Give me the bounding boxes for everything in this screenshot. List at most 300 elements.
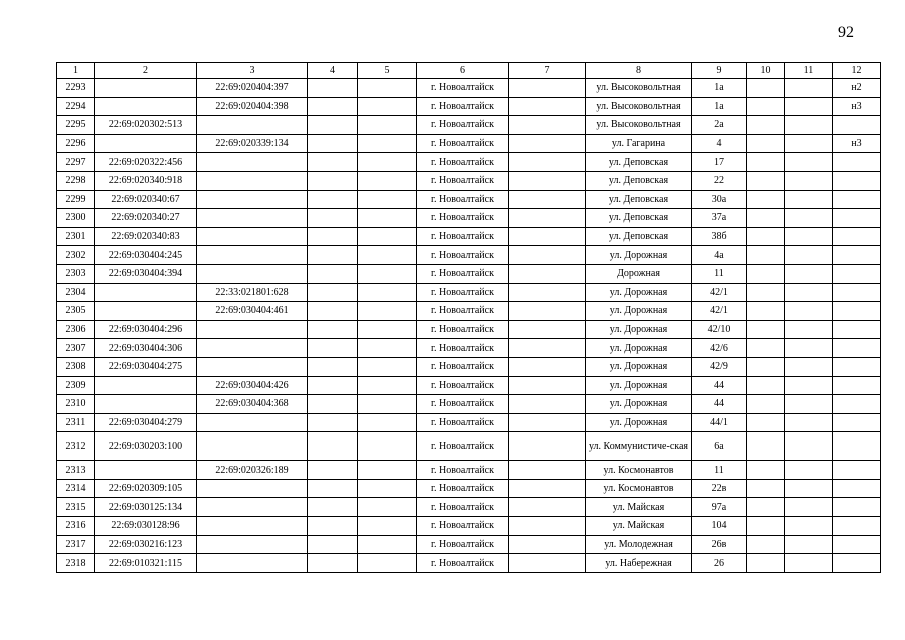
table-row [57, 97, 881, 116]
table-cell [785, 190, 833, 209]
table-cell [747, 376, 785, 395]
table-cell [747, 432, 785, 461]
table-row [57, 339, 881, 358]
table-cell [197, 227, 308, 246]
table-cell: г. Новоалтайск [417, 432, 509, 461]
table-cell [747, 479, 785, 498]
table-cell [358, 116, 417, 135]
table-cell [95, 376, 197, 395]
table-cell [197, 413, 308, 432]
table-cell [833, 357, 881, 376]
table-cell [358, 517, 417, 536]
table-cell [747, 209, 785, 228]
table-cell [308, 517, 358, 536]
table-cell [785, 413, 833, 432]
table-cell: 22:69:030404:296 [95, 320, 197, 339]
table-cell: 2296 [57, 134, 95, 153]
table-cell [197, 171, 308, 190]
table-cell: 22:69:030404:275 [95, 357, 197, 376]
table-cell [308, 498, 358, 517]
table-cell [747, 357, 785, 376]
table-cell [308, 413, 358, 432]
table-cell: 44/1 [692, 413, 747, 432]
table-cell: 22:69:010321:115 [95, 554, 197, 573]
table-cell: ул. Коммунистиче-ская [586, 432, 692, 461]
table-cell: г. Новоалтайск [417, 97, 509, 116]
table-cell [833, 376, 881, 395]
table-cell [747, 97, 785, 116]
table-cell [358, 479, 417, 498]
table-cell: г. Новоалтайск [417, 320, 509, 339]
table-cell [358, 209, 417, 228]
table-cell: 4а [692, 246, 747, 265]
table-cell: 22:69:020404:398 [197, 97, 308, 116]
table-cell: 22:69:030203:100 [95, 432, 197, 461]
table-cell: 22:69:020404:397 [197, 79, 308, 98]
table-cell: ул. Майская [586, 517, 692, 536]
table-cell [197, 498, 308, 517]
table-cell [358, 461, 417, 480]
column-header: 10 [747, 63, 785, 79]
table-cell: 26в [692, 535, 747, 554]
table-row [57, 153, 881, 172]
table-cell [833, 264, 881, 283]
table-cell: 22:69:020340:27 [95, 209, 197, 228]
table-row [57, 190, 881, 209]
table-cell: г. Новоалтайск [417, 283, 509, 302]
table-cell: 22:69:030404:461 [197, 302, 308, 321]
table-cell [785, 283, 833, 302]
table-cell: г. Новоалтайск [417, 227, 509, 246]
table-cell: ул. Дорожная [586, 320, 692, 339]
table-row [57, 395, 881, 414]
table-cell: 104 [692, 517, 747, 536]
table-cell: 42/6 [692, 339, 747, 358]
table-cell [358, 97, 417, 116]
table-cell: 1а [692, 97, 747, 116]
table-cell: 22:69:030404:245 [95, 246, 197, 265]
table-cell [785, 209, 833, 228]
table-cell [833, 461, 881, 480]
table-row [57, 227, 881, 246]
table-cell [308, 116, 358, 135]
table-cell: 2316 [57, 517, 95, 536]
table-cell [197, 320, 308, 339]
table-cell: 22:69:020326:189 [197, 461, 308, 480]
table-cell [197, 535, 308, 554]
table-cell [95, 283, 197, 302]
table-cell [747, 554, 785, 573]
column-header: 11 [785, 63, 833, 79]
table-cell: ул. Деповская [586, 209, 692, 228]
table-cell: г. Новоалтайск [417, 498, 509, 517]
table-cell [358, 264, 417, 283]
table-cell: 22:69:020309:105 [95, 479, 197, 498]
table-cell: ул. Дорожная [586, 357, 692, 376]
table-cell [785, 246, 833, 265]
table-cell: 22в [692, 479, 747, 498]
table-cell: г. Новоалтайск [417, 209, 509, 228]
table-cell: 22:69:020322:456 [95, 153, 197, 172]
table-cell [833, 413, 881, 432]
table-cell [95, 134, 197, 153]
table-cell: ул. Дорожная [586, 413, 692, 432]
table-cell [95, 302, 197, 321]
column-header: 6 [417, 63, 509, 79]
table-cell [308, 209, 358, 228]
table-cell [509, 461, 586, 480]
table-cell [358, 302, 417, 321]
table-cell: 11 [692, 461, 747, 480]
table-cell: 38б [692, 227, 747, 246]
table-cell [197, 554, 308, 573]
table-cell [833, 535, 881, 554]
column-header: 9 [692, 63, 747, 79]
table-cell: 97а [692, 498, 747, 517]
table-cell: ул. Деповская [586, 153, 692, 172]
table-cell: 2307 [57, 339, 95, 358]
table-cell: г. Новоалтайск [417, 479, 509, 498]
table-cell: г. Новоалтайск [417, 153, 509, 172]
table-row [57, 376, 881, 395]
table-cell [358, 413, 417, 432]
table-cell [785, 97, 833, 116]
table-row [57, 209, 881, 228]
table-cell: ул. Деповская [586, 171, 692, 190]
table-cell [509, 432, 586, 461]
table-cell: 37а [692, 209, 747, 228]
table-cell: 2304 [57, 283, 95, 302]
table-cell [197, 264, 308, 283]
table-cell [747, 116, 785, 135]
table-cell: 2305 [57, 302, 95, 321]
table-cell [308, 535, 358, 554]
table-cell: г. Новоалтайск [417, 535, 509, 554]
table-cell: г. Новоалтайск [417, 302, 509, 321]
table-cell [308, 190, 358, 209]
table-row [57, 535, 881, 554]
table-cell: 2314 [57, 479, 95, 498]
table-cell [509, 395, 586, 414]
table-cell: 2301 [57, 227, 95, 246]
table-cell: 42/9 [692, 357, 747, 376]
table-cell: г. Новоалтайск [417, 134, 509, 153]
table-cell: 4 [692, 134, 747, 153]
table-cell [509, 498, 586, 517]
table-cell: 44 [692, 376, 747, 395]
table-cell [197, 339, 308, 358]
table-cell [747, 134, 785, 153]
table-cell: ул. Высоковольтная [586, 97, 692, 116]
table-cell [197, 432, 308, 461]
table-cell [509, 479, 586, 498]
table-cell [509, 320, 586, 339]
table-cell [785, 479, 833, 498]
table-cell [197, 153, 308, 172]
table-cell [308, 153, 358, 172]
table-cell [358, 320, 417, 339]
table-cell [308, 246, 358, 265]
table-cell [785, 554, 833, 573]
table-cell [833, 517, 881, 536]
table-cell [197, 190, 308, 209]
table-cell [833, 227, 881, 246]
table-cell [785, 320, 833, 339]
table-cell: 22:69:030404:279 [95, 413, 197, 432]
table-cell: 2297 [57, 153, 95, 172]
table-cell [785, 339, 833, 358]
table-cell [308, 554, 358, 573]
table-cell [509, 339, 586, 358]
table-cell: н3 [833, 97, 881, 116]
table-cell [509, 134, 586, 153]
table-cell [833, 320, 881, 339]
table-row [57, 171, 881, 190]
table-cell: г. Новоалтайск [417, 264, 509, 283]
table-cell [785, 171, 833, 190]
table-cell: г. Новоалтайск [417, 461, 509, 480]
table-cell [358, 283, 417, 302]
table-cell [509, 79, 586, 98]
table-cell [509, 171, 586, 190]
table-row [57, 554, 881, 573]
column-header: 4 [308, 63, 358, 79]
table-cell [785, 357, 833, 376]
table-cell: 2315 [57, 498, 95, 517]
table-cell [358, 190, 417, 209]
table-cell [833, 153, 881, 172]
table-cell: 2300 [57, 209, 95, 228]
table-cell: 2313 [57, 461, 95, 480]
table-cell: ул. Дорожная [586, 376, 692, 395]
table-cell [785, 264, 833, 283]
table-cell [509, 209, 586, 228]
table-cell [509, 116, 586, 135]
column-header: 2 [95, 63, 197, 79]
table-cell [308, 171, 358, 190]
table-cell [358, 153, 417, 172]
table-cell: ул. Космонавтов [586, 479, 692, 498]
table-cell: 22:69:030404:426 [197, 376, 308, 395]
table-cell: 2310 [57, 395, 95, 414]
table-row [57, 320, 881, 339]
table-cell: 1а [692, 79, 747, 98]
column-header: 7 [509, 63, 586, 79]
table-cell: г. Новоалтайск [417, 116, 509, 135]
table-cell [308, 283, 358, 302]
table-cell: 6а [692, 432, 747, 461]
table-cell: 2295 [57, 116, 95, 135]
table-cell [509, 153, 586, 172]
table-cell [747, 264, 785, 283]
table-cell [747, 339, 785, 358]
table-cell [833, 116, 881, 135]
table-cell [308, 264, 358, 283]
table-cell [308, 97, 358, 116]
table-cell [358, 171, 417, 190]
table-cell [747, 171, 785, 190]
table-cell: н3 [833, 134, 881, 153]
table-cell: 22:33:021801:628 [197, 283, 308, 302]
table-cell: 22:69:030128:96 [95, 517, 197, 536]
table-cell [308, 479, 358, 498]
header-row [57, 63, 881, 79]
table-cell: г. Новоалтайск [417, 517, 509, 536]
table-cell: 2306 [57, 320, 95, 339]
column-header: 3 [197, 63, 308, 79]
table-cell [747, 190, 785, 209]
table-row [57, 116, 881, 135]
table-cell [833, 190, 881, 209]
table-cell: г. Новоалтайск [417, 339, 509, 358]
column-header: 1 [57, 63, 95, 79]
table-cell: 22:69:020302:513 [95, 116, 197, 135]
table-cell [197, 116, 308, 135]
table-cell [785, 535, 833, 554]
table-cell: 42/10 [692, 320, 747, 339]
table-row [57, 302, 881, 321]
table-cell [308, 395, 358, 414]
table-cell [358, 227, 417, 246]
table-cell [785, 376, 833, 395]
table-cell: 2318 [57, 554, 95, 573]
table-cell: ул. Высоковольтная [586, 79, 692, 98]
table-cell: 22:69:020340:83 [95, 227, 197, 246]
table-cell [747, 79, 785, 98]
table-cell [833, 283, 881, 302]
table-cell: 2299 [57, 190, 95, 209]
table-cell [308, 134, 358, 153]
table-cell: ул. Дорожная [586, 246, 692, 265]
table-cell [358, 79, 417, 98]
column-header: 5 [358, 63, 417, 79]
table-cell: 42/1 [692, 283, 747, 302]
table-cell: ул. Дорожная [586, 395, 692, 414]
table-cell [785, 116, 833, 135]
table-cell [747, 461, 785, 480]
table-cell: 2302 [57, 246, 95, 265]
table-row [57, 283, 881, 302]
page-number: 92 [838, 24, 854, 41]
table-cell [509, 302, 586, 321]
table-cell [95, 79, 197, 98]
table-cell: ул. Высоковольтная [586, 116, 692, 135]
table-cell [358, 554, 417, 573]
table-cell: ул. Дорожная [586, 283, 692, 302]
table-cell: ул. Дорожная [586, 339, 692, 358]
table-row [57, 134, 881, 153]
table-cell: 22:69:020339:134 [197, 134, 308, 153]
table-row [57, 79, 881, 98]
table-cell: г. Новоалтайск [417, 554, 509, 573]
table-cell: 22:69:030125:134 [95, 498, 197, 517]
table-cell [833, 209, 881, 228]
table-cell [785, 134, 833, 153]
table-cell: г. Новоалтайск [417, 357, 509, 376]
table-cell [747, 517, 785, 536]
table-cell [785, 79, 833, 98]
table-cell [747, 320, 785, 339]
table-cell [509, 190, 586, 209]
table-cell: 2312 [57, 432, 95, 461]
table-cell [509, 413, 586, 432]
table-cell: 2311 [57, 413, 95, 432]
table-cell: г. Новоалтайск [417, 171, 509, 190]
table-cell: 17 [692, 153, 747, 172]
table-cell [358, 357, 417, 376]
table-cell: 2308 [57, 357, 95, 376]
table-cell [509, 264, 586, 283]
table-cell: 44 [692, 395, 747, 414]
table-cell [785, 153, 833, 172]
table-cell [509, 97, 586, 116]
table-cell: ул. Деповская [586, 227, 692, 246]
table-row [57, 432, 881, 461]
table-cell [833, 432, 881, 461]
table-cell [833, 171, 881, 190]
table-cell [785, 517, 833, 536]
table-cell [308, 339, 358, 358]
table-cell [509, 246, 586, 265]
table-cell: ул. Деповская [586, 190, 692, 209]
table-cell [197, 209, 308, 228]
table-cell [358, 339, 417, 358]
table-cell [509, 283, 586, 302]
table-cell [785, 498, 833, 517]
table-cell [95, 395, 197, 414]
table-cell [785, 227, 833, 246]
table-cell [833, 246, 881, 265]
table-cell [785, 461, 833, 480]
table-cell: Дорожная [586, 264, 692, 283]
table-row [57, 413, 881, 432]
table-cell [308, 227, 358, 246]
table-cell: ул. Набережная [586, 554, 692, 573]
table-cell [197, 357, 308, 376]
column-header: 12 [833, 63, 881, 79]
table-cell [358, 395, 417, 414]
table-cell [308, 357, 358, 376]
table-cell: 2293 [57, 79, 95, 98]
table-cell: г. Новоалтайск [417, 376, 509, 395]
table-cell: г. Новоалтайск [417, 395, 509, 414]
table-cell: 2294 [57, 97, 95, 116]
table-row [57, 264, 881, 283]
table-cell [747, 283, 785, 302]
table-body [57, 79, 881, 573]
table-cell [358, 498, 417, 517]
table-cell [833, 339, 881, 358]
table-cell [95, 97, 197, 116]
table-cell: 26 [692, 554, 747, 573]
table-cell: н2 [833, 79, 881, 98]
table-cell [747, 246, 785, 265]
table-cell: ул. Молодежная [586, 535, 692, 554]
table-cell [747, 498, 785, 517]
table-cell [358, 535, 417, 554]
table-row [57, 517, 881, 536]
table-cell [509, 535, 586, 554]
table-cell [747, 395, 785, 414]
table-cell [509, 357, 586, 376]
table-cell [197, 479, 308, 498]
table-cell [308, 302, 358, 321]
table-cell [785, 432, 833, 461]
table-cell: ул. Дорожная [586, 302, 692, 321]
table-cell: г. Новоалтайск [417, 246, 509, 265]
table-cell [95, 461, 197, 480]
table-cell [509, 376, 586, 395]
